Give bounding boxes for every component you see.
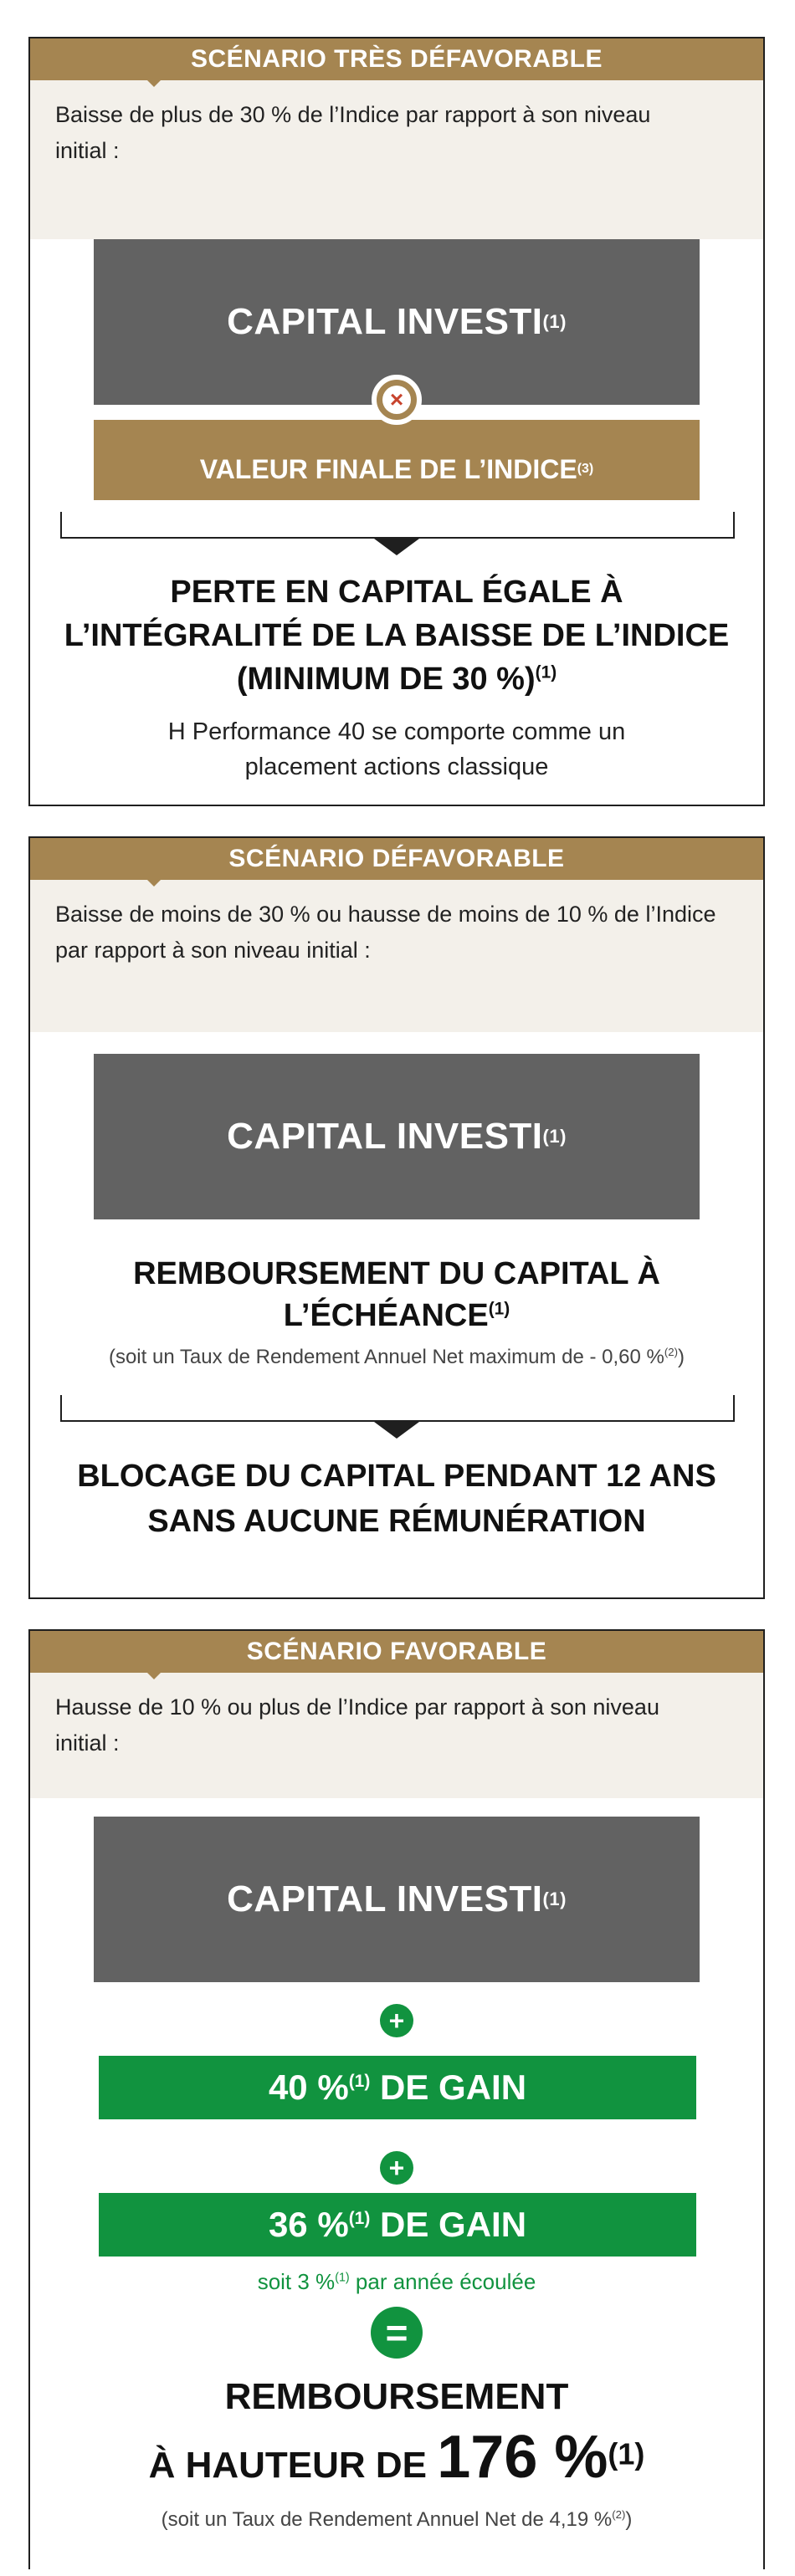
- scenario-header: SCÉNARIO TRÈS DÉFAVORABLE: [30, 38, 763, 80]
- gain-40-bar: 40 %$^{(1)}$ DE GAIN: [99, 2056, 696, 2119]
- arrow-down-icon: [374, 539, 419, 555]
- blocage-heading: BLOCAGE DU CAPITAL PENDANT 12 ANS SANS AUCUNE RÉMUNÉRATION: [77, 1459, 716, 1539]
- scenario-very-unfavorable-card: [28, 37, 765, 806]
- arrow-down-icon: [374, 1422, 419, 1439]
- scenario-header: SCÉNARIO DÉFAVORABLE: [30, 838, 763, 880]
- scenario-intro: [30, 80, 763, 239]
- final-rate-note: (soit un Taux de Rendement Annuel Net de 4,19 %$^{(2)}$): [161, 2508, 633, 2531]
- intro-line: initial :: [55, 138, 120, 163]
- gain-36-bar: 36 %$^{(1)}$ DE GAIN: [99, 2193, 696, 2257]
- equals-icon: =: [371, 2307, 423, 2359]
- final-repayment-line1: REMBOURSEMENT: [224, 2376, 569, 2417]
- scenario-header: SCÉNARIO FAVORABLE: [30, 1631, 763, 1673]
- bracket-divider: [60, 512, 735, 539]
- intro-line: Baisse de plus de 30 % de l’Indice par rapport à son niveau: [55, 102, 651, 127]
- plus-icon: +: [380, 2004, 413, 2037]
- result-note: H Performance 40 se comporte comme un placement actions classique: [167, 718, 626, 780]
- scenario-intro: [30, 880, 763, 1032]
- multiply-icon: ×: [372, 375, 422, 425]
- final-repayment-line2: À HAUTEUR DE 176 %$^{(1)}$: [148, 2424, 645, 2491]
- repayment-heading: REMBOURSEMENT DU CAPITAL À L’ÉCHÉANCE$^{(1)}$: [133, 1256, 660, 1333]
- capital-investi-box: CAPITAL INVESTI (1): [94, 239, 700, 405]
- result-heading: PERTE EN CAPITAL ÉGALE À L’INTÉGRALITÉ DE LA BAISSE DE L’INDICE (MINIMUM DE 30 %)$^{(1)}$: [64, 575, 730, 697]
- scenario-unfavorable-card: [28, 836, 765, 1599]
- bracket-divider: [60, 1395, 735, 1422]
- intro-line: Hausse de 10 % ou plus de l’Indice par rapport à son niveau: [55, 1694, 659, 1720]
- scenario-favorable-card: [28, 1629, 765, 2569]
- capital-investi-box: CAPITAL INVESTI (1): [94, 1054, 700, 1219]
- intro-line: initial :: [55, 1730, 120, 1756]
- intro-line: Baisse de moins de 30 % ou hausse de moins de 10 % de l’Indice: [55, 902, 716, 927]
- plus-icon: +: [380, 2151, 413, 2185]
- capital-investi-box: CAPITAL INVESTI (1): [94, 1817, 700, 1982]
- intro-line: par rapport à son niveau initial :: [55, 938, 371, 963]
- annual-gain-note: soit 3 %$^{(1)}$ par année écoulée: [257, 2269, 536, 2294]
- rate-note: (soit un Taux de Rendement Annuel Net maximum de - 0,60 %$^{(2)}$): [108, 1346, 685, 1368]
- final-index-value-box: VALEUR FINALE DE L’INDICE (3): [94, 420, 700, 500]
- scenario-intro: [30, 1673, 763, 1798]
